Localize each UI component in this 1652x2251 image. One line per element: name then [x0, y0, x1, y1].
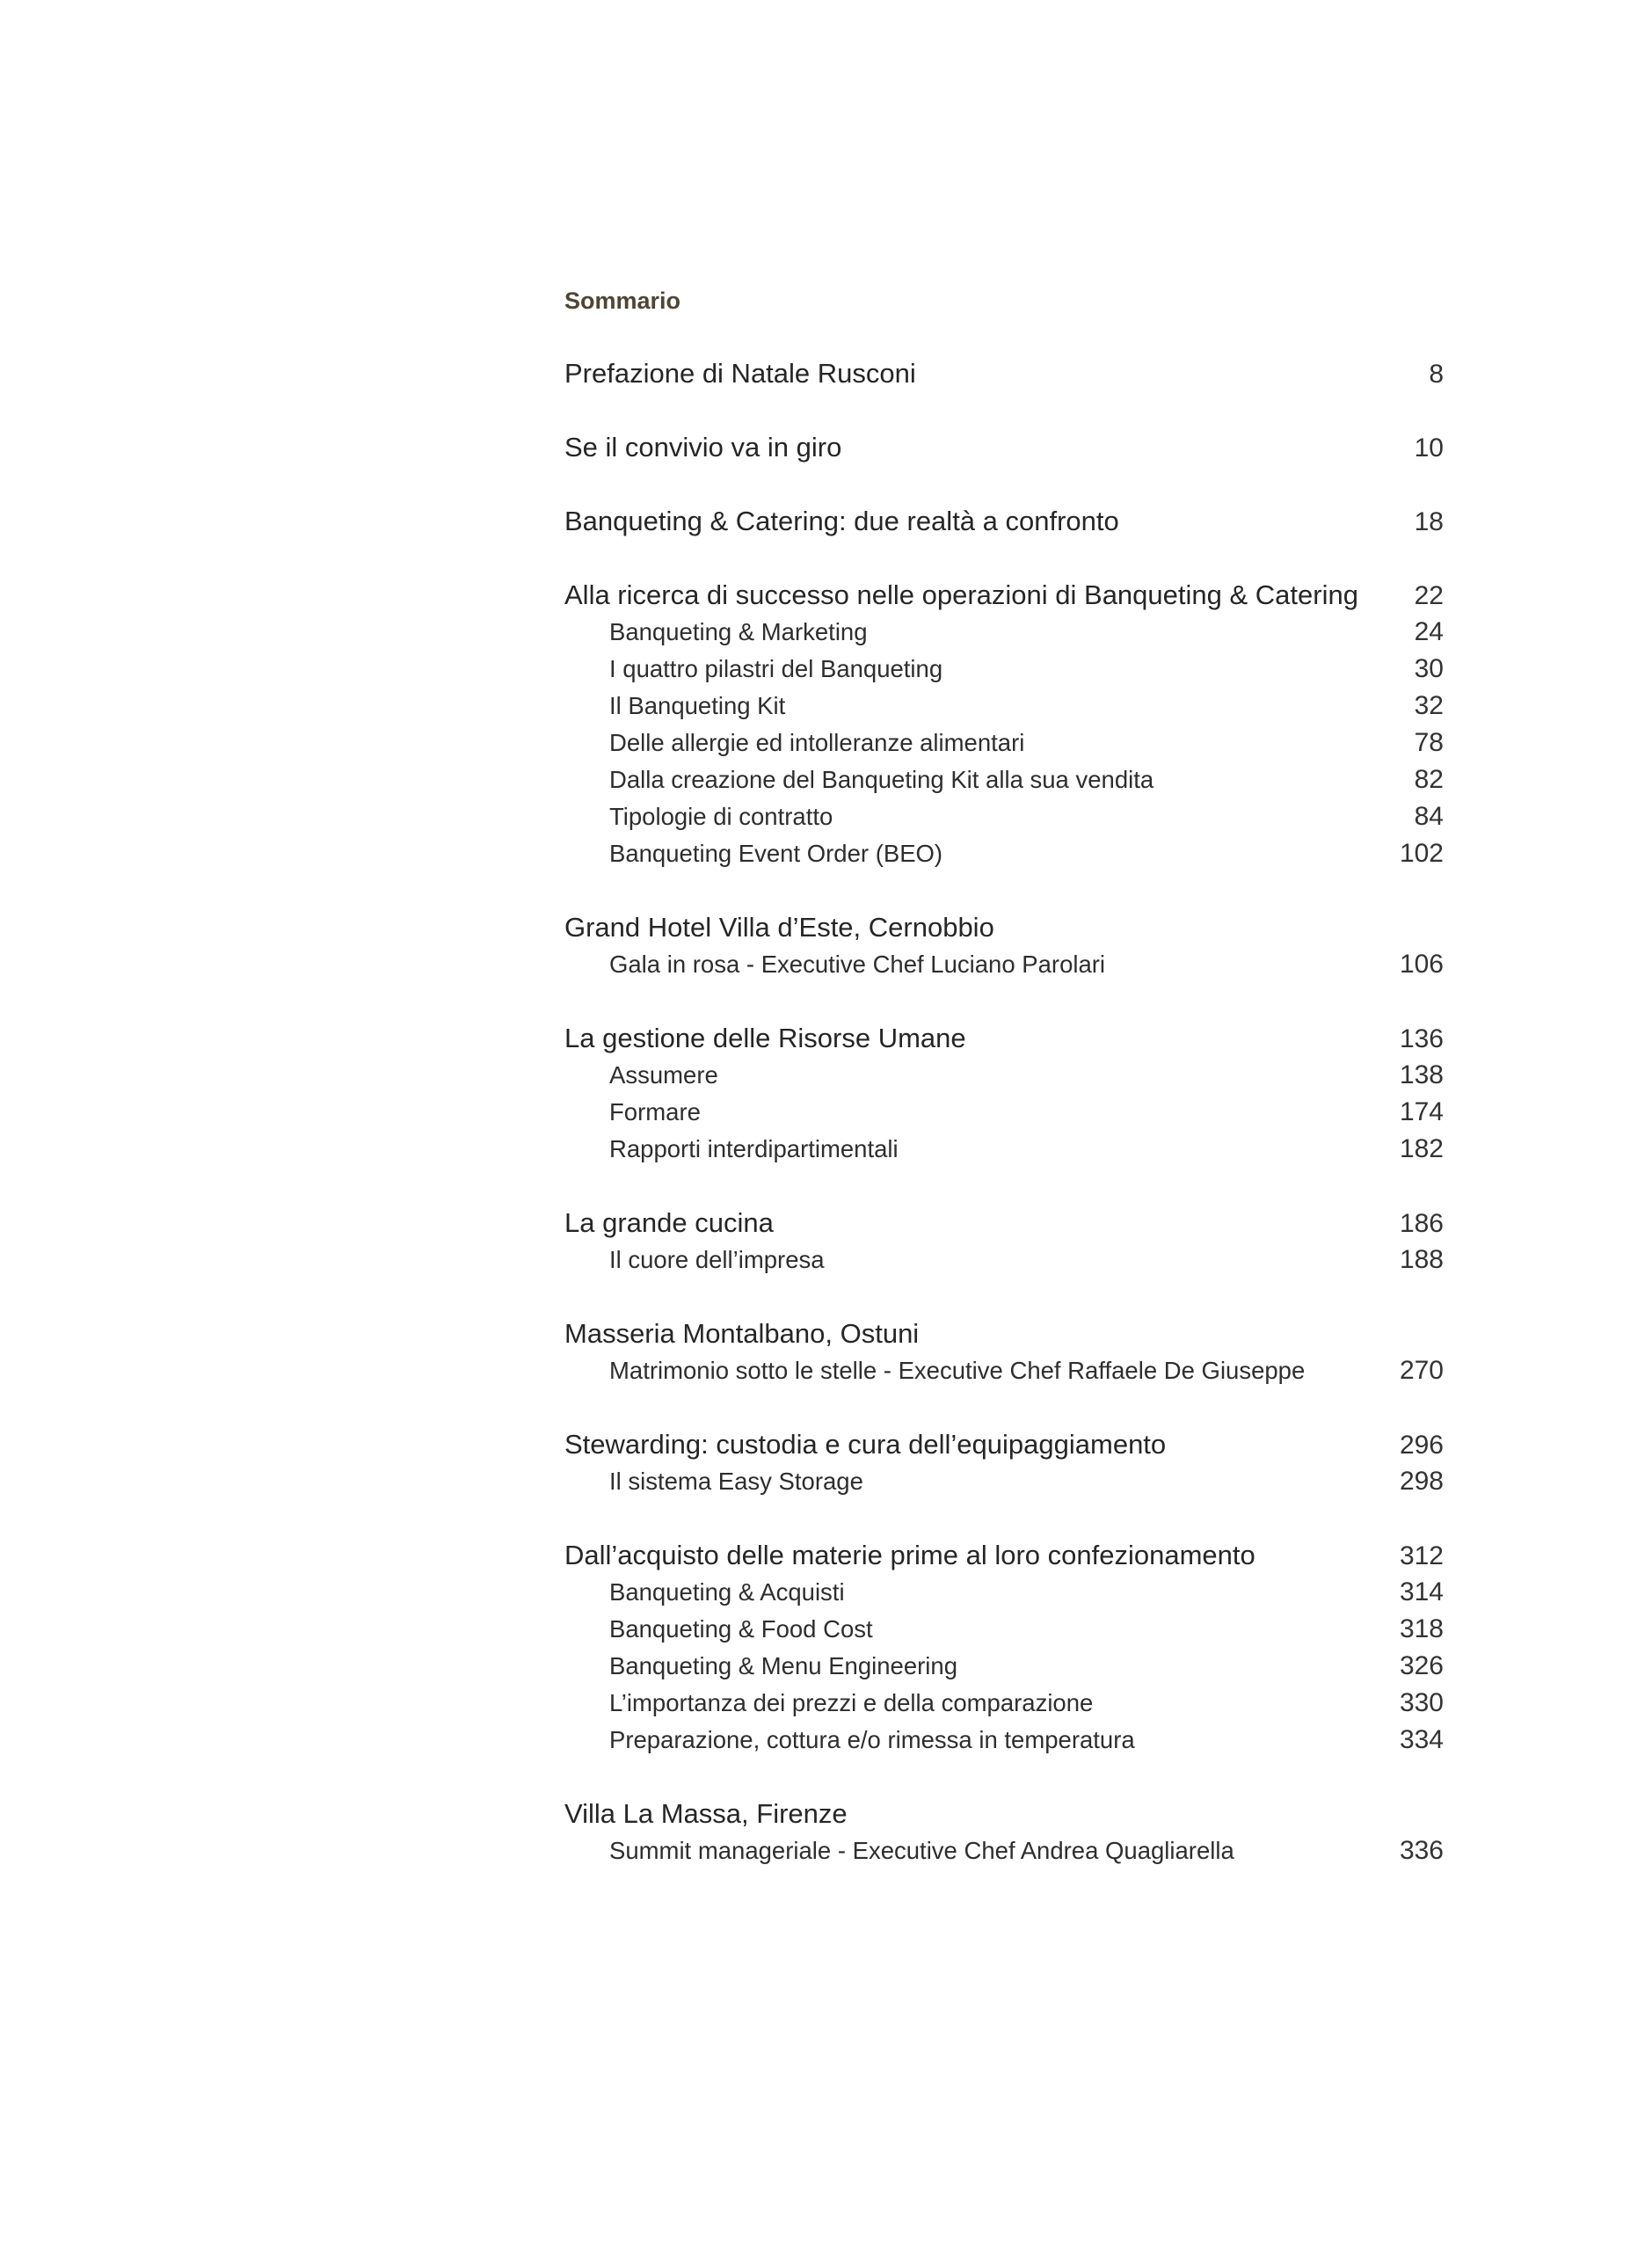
toc-subsection-entry[interactable] [564, 1463, 1444, 1500]
toc-chapter-entry[interactable] [564, 1537, 1444, 1574]
toc-subsection-entry[interactable] [564, 1094, 1444, 1131]
toc-subsection-title: L’importanza dei prezzi e della comparazione [609, 1689, 1094, 1716]
toc-page-number: 326 [1399, 1651, 1444, 1680]
toc-page-number: 334 [1399, 1725, 1444, 1754]
toc-subsection-title: Il sistema Easy Storage [609, 1468, 863, 1495]
toc-subsection-title: Tipologie di contratto [609, 803, 833, 830]
toc-page-number: 32 [1414, 691, 1444, 720]
toc-subsection-title: Rapporti interdipartimentali [609, 1135, 899, 1162]
toc-section [564, 909, 1444, 983]
toc-page-number: 102 [1399, 839, 1444, 868]
toc-subsection-title: Dalla creazione del Banqueting Kit alla sua vendita [609, 766, 1154, 793]
toc-subsection-entry[interactable] [564, 1832, 1444, 1869]
toc-subsection-entry[interactable] [564, 1242, 1444, 1278]
toc-subsection-title: Banqueting Event Order (BEO) [609, 840, 943, 867]
toc-chapter-entry[interactable] [564, 1205, 1444, 1242]
toc-subsection-title: Assumere [609, 1061, 718, 1089]
toc-subsection-entry[interactable] [564, 1574, 1444, 1611]
toc-page-number: 78 [1414, 728, 1444, 757]
toc-page-number: 136 [1399, 1024, 1444, 1053]
toc-page-number: 188 [1399, 1245, 1444, 1274]
toc-subsection-title: Delle allergie ed intolleranze alimentari [609, 729, 1025, 756]
toc-subsection-entry[interactable] [564, 1722, 1444, 1759]
toc-subsection-entry[interactable] [564, 725, 1444, 761]
toc-chapter-title: La grande cucina [564, 1207, 774, 1238]
toc-page-number: 138 [1399, 1060, 1444, 1089]
toc-subsection-entry[interactable] [564, 1352, 1444, 1389]
toc-subsection-entry[interactable] [564, 798, 1444, 835]
toc-page-number: 10 [1414, 433, 1444, 463]
toc-sections [564, 355, 1444, 1869]
toc-subsection-title: Banqueting & Menu Engineering [609, 1652, 957, 1679]
toc-page-number: 22 [1414, 581, 1444, 610]
toc-subsection-title: Preparazione, cottura e/o rimessa in temperatura [609, 1726, 1135, 1753]
toc-page-number: 298 [1399, 1467, 1444, 1496]
toc-section [564, 1020, 1444, 1168]
toc-page-number: 336 [1399, 1836, 1444, 1865]
toc-subsection-entry[interactable] [564, 1611, 1444, 1648]
toc-page-number: 330 [1399, 1688, 1444, 1717]
toc-chapter-title: Prefazione di Natale Rusconi [564, 358, 916, 389]
toc-subsection-entry[interactable] [564, 651, 1444, 688]
toc-chapter-title: Dall’acquisto delle materie prime al loro confezionamento [564, 1540, 1255, 1570]
toc-page-number: 84 [1414, 802, 1444, 831]
toc-chapter-title: Masseria Montalbano, Ostuni [564, 1318, 920, 1349]
toc-page-number: 296 [1399, 1431, 1444, 1460]
toc-subsection-entry[interactable] [564, 761, 1444, 798]
toc-section [564, 1315, 1444, 1389]
toc-title: Sommario [564, 288, 681, 314]
toc-subsection-entry[interactable] [564, 946, 1444, 983]
toc-subsection-entry[interactable] [564, 835, 1444, 872]
toc-chapter-entry[interactable] [564, 1315, 1444, 1352]
toc-subsection-title: Matrimonio sotto le stelle - Executive Chef Raffaele De Giuseppe [609, 1357, 1306, 1384]
toc-subsection-entry[interactable] [564, 1131, 1444, 1168]
toc-page-number: 270 [1399, 1356, 1444, 1385]
toc-page-number: 314 [1399, 1577, 1444, 1606]
toc-chapter-entry[interactable] [564, 355, 1444, 392]
toc-page-number: 174 [1399, 1097, 1444, 1126]
toc-chapter-title: La gestione delle Risorse Umane [564, 1023, 966, 1053]
toc-subsection-entry[interactable] [564, 1648, 1444, 1685]
table-of-contents [564, 281, 1444, 1906]
toc-section [564, 1426, 1444, 1500]
toc-section [564, 355, 1444, 392]
toc-chapter-entry[interactable] [564, 503, 1444, 540]
toc-subsection-title: Banqueting & Marketing [609, 618, 868, 645]
toc-section [564, 577, 1444, 872]
toc-chapter-title: Alla ricerca di successo nelle operazioni di Banqueting & Catering [564, 579, 1358, 610]
toc-page-number: 18 [1414, 507, 1444, 536]
toc-page-number: 312 [1399, 1541, 1444, 1570]
toc-section [564, 1205, 1444, 1278]
toc-page-number: 8 [1429, 360, 1444, 389]
toc-subsection-title: Banqueting & Food Cost [609, 1615, 873, 1643]
toc-subsection-title: Il cuore dell’impresa [609, 1246, 825, 1273]
toc-page-number: 106 [1399, 950, 1444, 979]
toc-subsection-title: Gala in rosa - Executive Chef Luciano Parolari [609, 951, 1106, 978]
toc-chapter-entry[interactable] [564, 909, 1444, 946]
toc-chapter-title: Se il convivio va in giro [564, 432, 842, 463]
toc-subsection-title: I quattro pilastri del Banqueting [609, 655, 943, 682]
toc-chapter-entry[interactable] [564, 429, 1444, 466]
toc-chapter-entry[interactable] [564, 1426, 1444, 1463]
toc-subsection-entry[interactable] [564, 688, 1444, 725]
toc-page-number: 318 [1399, 1614, 1444, 1643]
toc-subsection-title: Banqueting & Acquisti [609, 1578, 845, 1606]
toc-chapter-title: Grand Hotel Villa d’Este, Cernobbio [564, 912, 994, 943]
toc-subsection-title: Il Banqueting Kit [609, 692, 786, 719]
toc-chapter-title: Stewarding: custodia e cura dell’equipaggiamento [564, 1429, 1167, 1460]
toc-page-number: 30 [1414, 654, 1444, 683]
toc-section [564, 1796, 1444, 1869]
toc-subsection-entry[interactable] [564, 614, 1444, 651]
toc-chapter-entry[interactable] [564, 577, 1444, 614]
toc-chapter-entry[interactable] [564, 1796, 1444, 1832]
toc-page-number: 182 [1399, 1134, 1444, 1163]
toc-chapter-title: Villa La Massa, Firenze [564, 1798, 848, 1829]
toc-chapter-entry[interactable] [564, 1020, 1444, 1057]
toc-section [564, 429, 1444, 466]
toc-subsection-title: Formare [609, 1098, 701, 1126]
toc-chapter-title: Banqueting & Catering: due realtà a confronto [564, 506, 1119, 536]
toc-subsection-entry[interactable] [564, 1057, 1444, 1094]
toc-page-number: 24 [1414, 617, 1444, 646]
toc-page-number: 82 [1414, 765, 1444, 794]
toc-page-number: 186 [1399, 1209, 1444, 1238]
toc-section [564, 503, 1444, 540]
toc-section [564, 1537, 1444, 1759]
toc-subsection-title: Summit manageriale - Executive Chef Andrea Quagliarella [609, 1837, 1234, 1864]
toc-subsection-entry[interactable] [564, 1685, 1444, 1722]
